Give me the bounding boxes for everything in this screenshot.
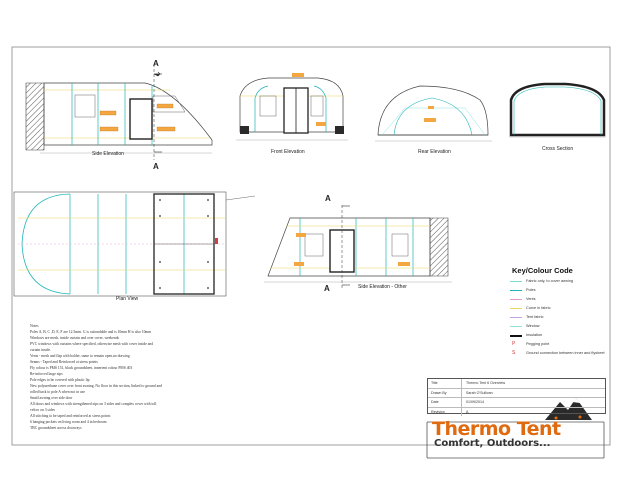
note-line: Seams - Taped and Reinforced at stress points [30,360,98,364]
key-item [510,288,606,297]
key-symbol: S [512,350,516,356]
key-swatch [510,333,522,338]
note-line: Poles A, B, C ,D, E, F are 12.5mm. G is cuttondable and is 10mm H is also 10mm [30,330,152,334]
note-line: Pole edges to be covered with plastic lip [30,378,90,382]
title-block-value: Thermo Tent 6 Overview [466,381,506,386]
note-line: Fly colour is PMS 151, black groundsheet, innertent colour PMS 403 [30,366,133,370]
title-block-row [428,408,605,417]
key-item-label: Fabric only, to cover awning [526,279,573,283]
key-item-label: Curve in fabric [526,306,551,310]
key-item [510,315,606,324]
title-block-value: Sarah O'Sullivan [466,390,493,395]
key-item-label: Window [526,324,540,328]
key-colour-code [510,266,606,363]
key-item-label: Vents [526,297,536,301]
key-item [510,333,606,342]
side-elevation-other-drawing [264,205,452,288]
note-line: Small awning over side door [30,396,73,400]
title-block-key: Date [428,398,462,407]
key-swatch [510,324,522,329]
section-marker-a-top: A [153,59,159,68]
note-line: PVC windows with curtains where specified, otherwise mesh with cover inside and [30,342,154,346]
section-marker-a-bottom: A [153,162,159,171]
key-item [510,351,606,363]
brand-name: Thermo Tent [432,418,561,440]
key-item-label: Tent fabric [526,315,544,319]
key-item [510,306,606,315]
key-item [510,297,606,306]
rear-elevation-drawing [375,86,492,141]
title-block-key: Drawn By [428,389,462,398]
title-block-value: 01/09/2014 [466,400,484,405]
key-item [510,279,606,288]
key-swatch [510,306,522,311]
section-marker-a-other-bottom: A [324,284,330,293]
key-item-label: Insulation [526,333,543,337]
front-elevation-title: Front Elevation [271,149,305,155]
key-symbol: P [512,341,516,347]
section-marker-a-other-top: A [325,194,331,203]
note-line: New polyurethane cover over front awning. No floor in this section, linked to ground and [30,384,162,388]
side-elevation-other-title: Side Elevation - Other [358,284,407,290]
brand-tagline: Comfort, Outdoors... [434,438,551,449]
note-line: 6 hanging pockets on living room and 4 in bedroom [30,420,107,424]
key-swatch [510,288,522,293]
cross-section-drawing [509,84,606,137]
key-swatch [510,315,522,320]
key-item-label: Ground connection between inner and flysheet [526,351,605,355]
note-line: All stitching to be taped and reinforced at stress points [30,414,111,418]
key-item [510,342,606,351]
title-block-key: Title [428,379,462,388]
title-block-row [428,389,605,399]
key-item-label: Poles [526,288,536,292]
note-line: TBC groundsheet across doorways [30,426,82,430]
key-item [510,324,606,333]
key-swatch [510,279,522,284]
note-line: rolled back to pole A when not in use [30,390,85,394]
front-elevation-drawing [236,73,348,140]
side-elevation-title: Side Elevation [92,151,124,157]
title-block [427,378,606,414]
title-block-row [428,379,605,389]
note-line: Notes [30,324,39,328]
plan-view-drawing [14,192,255,296]
key-swatch [510,342,522,347]
side-elevation-drawing [26,64,212,160]
note-line: curtain inside. [30,348,51,352]
note-line: Windows are mesh, inside curtain and over cover, weekends [30,336,119,340]
key-items [510,279,606,363]
rear-elevation-title: Rear Elevation [418,149,451,155]
key-swatch [510,297,522,302]
note-line: Re-inforced large zips [30,372,63,376]
title-block-value: A [466,409,469,414]
plan-view-title: Plan View [116,296,139,302]
title-block-key: Revision [428,408,462,417]
note-line: Vents - mesh and flap with holder, same to remain open,no drawing [30,354,130,358]
title-block-row [428,398,605,408]
key-swatch [510,351,522,356]
cross-section-title: Cross Section [542,146,574,152]
key-title: Key/Colour Code [512,266,573,275]
note-line: All doors and windows with strengthened zips on 3 sides and complex cover with toll [30,402,157,406]
key-item-label: Pegging point [526,342,550,346]
note-line: velcro on 3 sides [30,408,55,412]
notes-block [30,323,276,431]
